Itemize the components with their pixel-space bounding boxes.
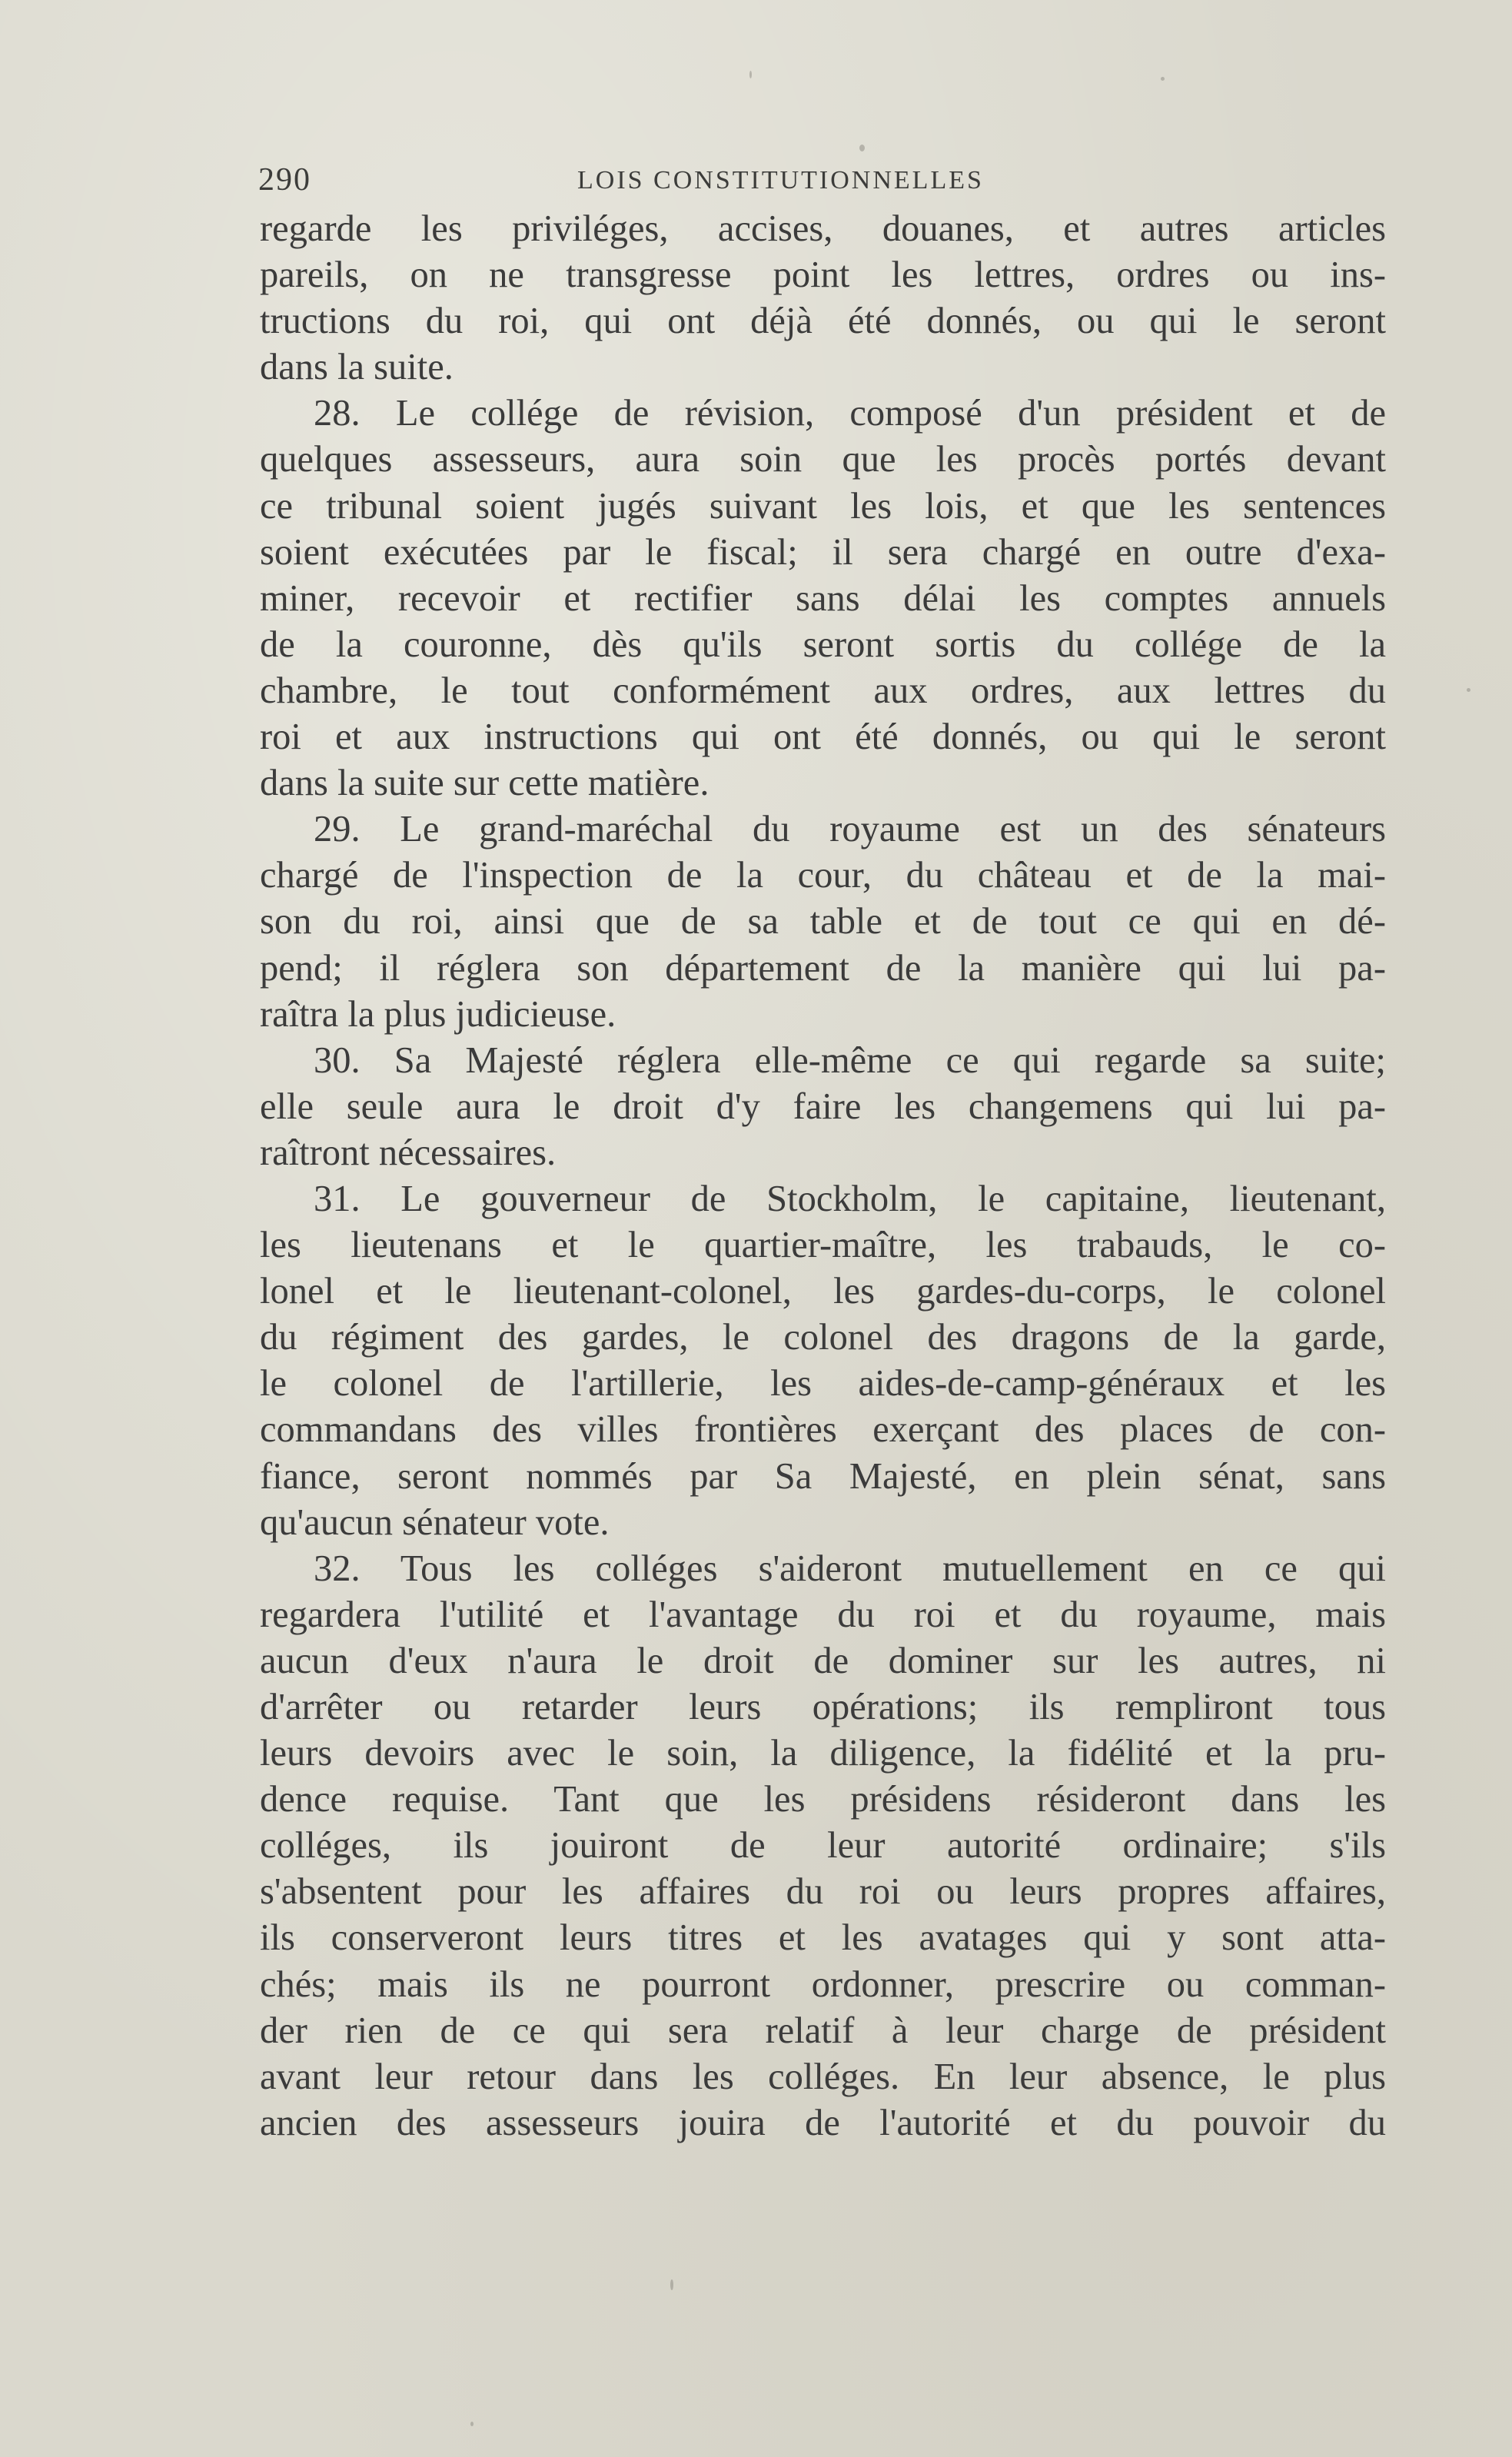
text-line: s'absentent pour les affaires du roi ou leurs propres affaires, <box>260 1871 1386 1913</box>
text-line: le colonel de l'artillerie, les aides-de-camp-généraux et les <box>260 1363 1386 1405</box>
text-line: leurs devoirs avec le soin, la diligence, la fidélité et la pru- <box>260 1733 1386 1774</box>
paper-speck <box>1161 77 1165 81</box>
text-line: 31. Le gouverneur de Stockholm, le capitaine, lieutenant, <box>314 1178 1386 1219</box>
text-line: regarde les priviléges, accises, douanes, et autres articles <box>260 208 1386 249</box>
paper-speck <box>749 71 752 78</box>
text-line: der rien de ce qui sera relatif à leur charge de président <box>260 2010 1386 2051</box>
text-line: dans la suite. <box>260 347 454 388</box>
text-line: ancien des assesseurs jouira de l'autorité et du pouvoir du <box>260 2102 1386 2143</box>
text-line: dans la suite sur cette matière. <box>260 763 709 804</box>
text-line: elle seule aura le droit d'y faire les changemens qui lui pa- <box>260 1086 1386 1127</box>
text-line: quelques assesseurs, aura soin que les procès portés devant <box>260 439 1386 480</box>
paper-speck <box>859 145 865 151</box>
text-line: son du roi, ainsi que de sa table et de tout ce qui en dé- <box>260 901 1386 943</box>
text-line: colléges, ils jouiront de leur autorité ordinaire; s'ils <box>260 1825 1386 1867</box>
text-line: fiance, seront nommés par Sa Majesté, en plein sénat, sans <box>260 1455 1386 1497</box>
paper-speck <box>1467 688 1470 692</box>
text-line: pareils, on ne transgresse point les lettres, ordres ou ins- <box>260 254 1386 296</box>
text-line: commandans des villes frontières exerçant des places de con- <box>260 1409 1386 1451</box>
text-line: miner, recevoir et rectifier sans délai les comptes annuels <box>260 577 1386 619</box>
paper-speck <box>670 2279 673 2290</box>
text-line: dence requise. Tant que les présidens résideront dans les <box>260 1779 1386 1820</box>
text-line: pend; il réglera son département de la manière qui lui pa- <box>260 947 1386 989</box>
text-line: 28. Le collége de révision, composé d'un président et de <box>314 393 1386 434</box>
text-line: 30. Sa Majesté réglera elle-même ce qui regarde sa suite; <box>314 1039 1386 1081</box>
text-line: d'arrêter ou retarder leurs opérations; ils rempliront tous <box>260 1687 1386 1727</box>
text-line: raîtront nécessaires. <box>260 1132 557 1173</box>
text-line: lonel et le lieutenant-colonel, les gardes-du-corps, le colonel <box>260 1271 1386 1312</box>
text-line: ce tribunal soient jugés suivant les lois, et que les sentences <box>260 485 1386 527</box>
running-head: LOIS CONSTITUTIONNELLES <box>577 166 984 194</box>
page-header <box>258 161 1388 208</box>
text-line: soient exécutées par le fiscal; il sera chargé en outre d'exa- <box>260 531 1386 573</box>
text-line: regardera l'utilité et l'avantage du roi et du royaume, mais <box>260 1594 1386 1635</box>
text-line: 32. Tous les colléges s'aideront mutuellement en ce qui <box>314 1548 1386 1589</box>
text-line: chés; mais ils ne pourront ordonner, prescrire ou comman- <box>260 1963 1386 2005</box>
page-number: 290 <box>258 162 311 198</box>
text-line: du régiment des gardes, le colonel des dragons de la garde, <box>260 1317 1386 1358</box>
text-line: raîtra la plus judicieuse. <box>260 993 616 1035</box>
text-line: chambre, le tout conformément aux ordres, aux lettres du <box>260 670 1386 711</box>
text-line: qu'aucun sénateur vote. <box>260 1501 610 1543</box>
text-line: aucun d'eux n'aura le droit de dominer sur les autres, ni <box>260 1640 1386 1681</box>
paper-speck <box>470 2422 474 2426</box>
text-line: roi et aux instructions qui ont été donnés, ou qui le seront <box>260 716 1386 758</box>
text-line: chargé de l'inspection de la cour, du château et de la mai- <box>260 855 1386 896</box>
text-line: les lieutenans et le quartier-maître, les trabauds, le co- <box>260 1225 1386 1266</box>
text-line: ils conserveront leurs titres et les avatages qui y sont atta- <box>260 1917 1386 1959</box>
text-line: tructions du roi, qui ont déjà été donnés, ou qui le seront <box>260 301 1386 342</box>
text-body <box>260 206 1386 2146</box>
text-line: avant leur retour dans les colléges. En leur absence, le plus <box>260 2056 1386 2097</box>
text-line: 29. Le grand-maréchal du royaume est un des sénateurs <box>314 809 1386 850</box>
text-line: de la couronne, dès qu'ils seront sortis du collége de la <box>260 623 1386 665</box>
